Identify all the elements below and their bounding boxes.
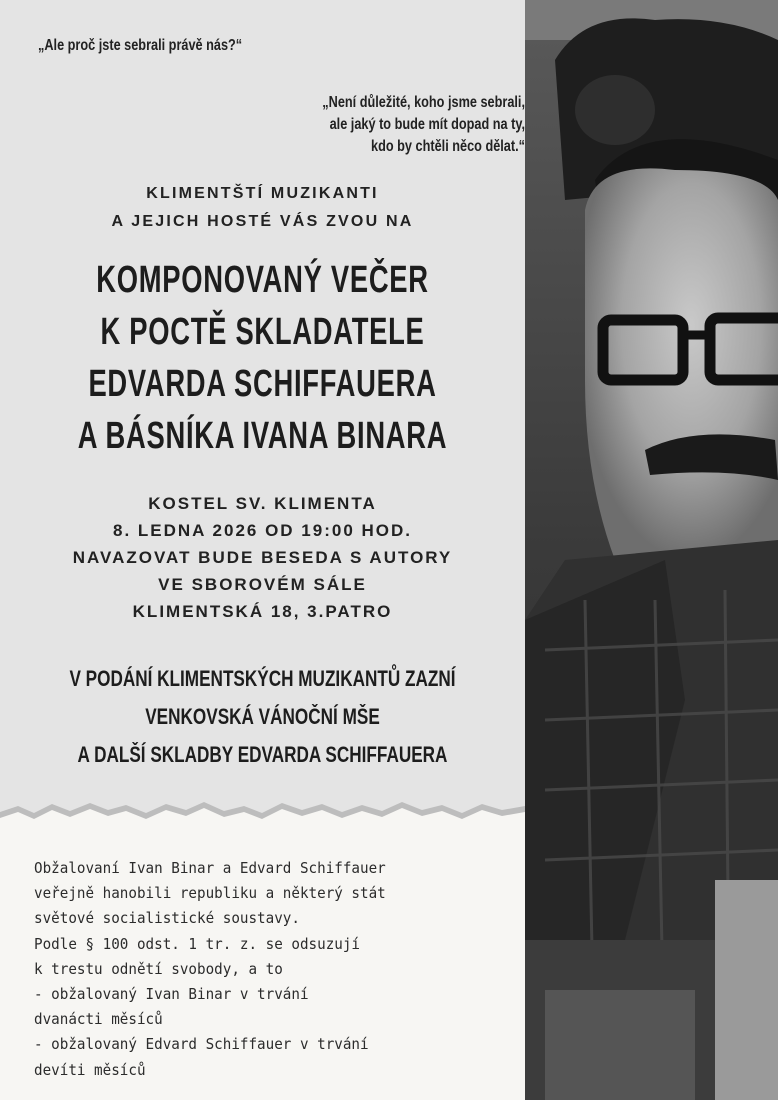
quote-answer-line: „Není důležité, koho jsme sebrali, xyxy=(322,94,525,111)
verdict-line: Podle § 100 odst. 1 tr. z. se odsuzují xyxy=(34,934,361,953)
portrait-photo xyxy=(525,0,778,1100)
verdict-line: k trestu odnětí svobody, a to xyxy=(34,959,283,978)
title-line: KOMPONOVANÝ VEČER xyxy=(96,259,429,301)
verdict-line: devíti měsíců xyxy=(34,1060,146,1079)
venue-details xyxy=(0,490,525,625)
venue-line: VE SBOROVÉM SÁLE xyxy=(158,575,367,594)
quote-answer-line: ale jaký to bude mít dopad na ty, xyxy=(329,116,525,133)
venue-line: 8. LEDNA 2026 OD 19:00 HOD. xyxy=(112,521,412,540)
invitation-line: KLIMENTŠTÍ MUZIKANTI xyxy=(146,185,379,202)
venue-line: KOSTEL SV. KLIMENTA xyxy=(148,494,377,513)
title-line: K POCTĚ SKLADATELE xyxy=(100,311,425,353)
quote-answer xyxy=(205,92,525,158)
quote-answer-line: kdo by chtěli něco dělat.“ xyxy=(371,138,525,155)
program-line: A DALŠÍ SKLADBY EDVARDA SCHIFFAUERA xyxy=(77,742,448,767)
verdict-line: veřejně hanobili republiku a některý stát xyxy=(34,884,386,903)
quote-question: „Ale proč jste sebrali právě nás?“ xyxy=(38,37,243,54)
program-description xyxy=(0,660,525,774)
verdict-line: - obžalovaný Ivan Binar v trvání xyxy=(34,985,309,1004)
venue-line: KLIMENTSKÁ 18, 3.PATRO xyxy=(132,602,393,621)
venue-line: NAVAZOVAT BUDE BESEDA S AUTORY xyxy=(72,548,453,567)
invitation-line: A JEJICH HOSTÉ VÁS ZVOU NA xyxy=(111,213,414,230)
verdict-line: dvanácti měsíců xyxy=(34,1010,163,1029)
event-title xyxy=(0,254,525,462)
program-line: VENKOVSKÁ VÁNOČNÍ MŠE xyxy=(145,704,380,729)
title-line: EDVARDA SCHIFFAUERA xyxy=(88,363,437,405)
program-line: V PODÁNÍ KLIMENTSKÝCH MUZIKANTŮ ZAZNÍ xyxy=(69,666,456,691)
verdict-line: - obžalovaný Edvard Schiffauer v trvání xyxy=(34,1035,369,1054)
title-line: A BÁSNÍKA IVANA BINARA xyxy=(77,415,448,457)
verdict-line: Obžalovaní Ivan Binar a Edvard Schiffauer xyxy=(34,859,386,877)
invitation xyxy=(0,180,525,236)
verdict-line: světové socialistické soustavy. xyxy=(34,909,300,928)
court-verdict xyxy=(34,856,404,1083)
